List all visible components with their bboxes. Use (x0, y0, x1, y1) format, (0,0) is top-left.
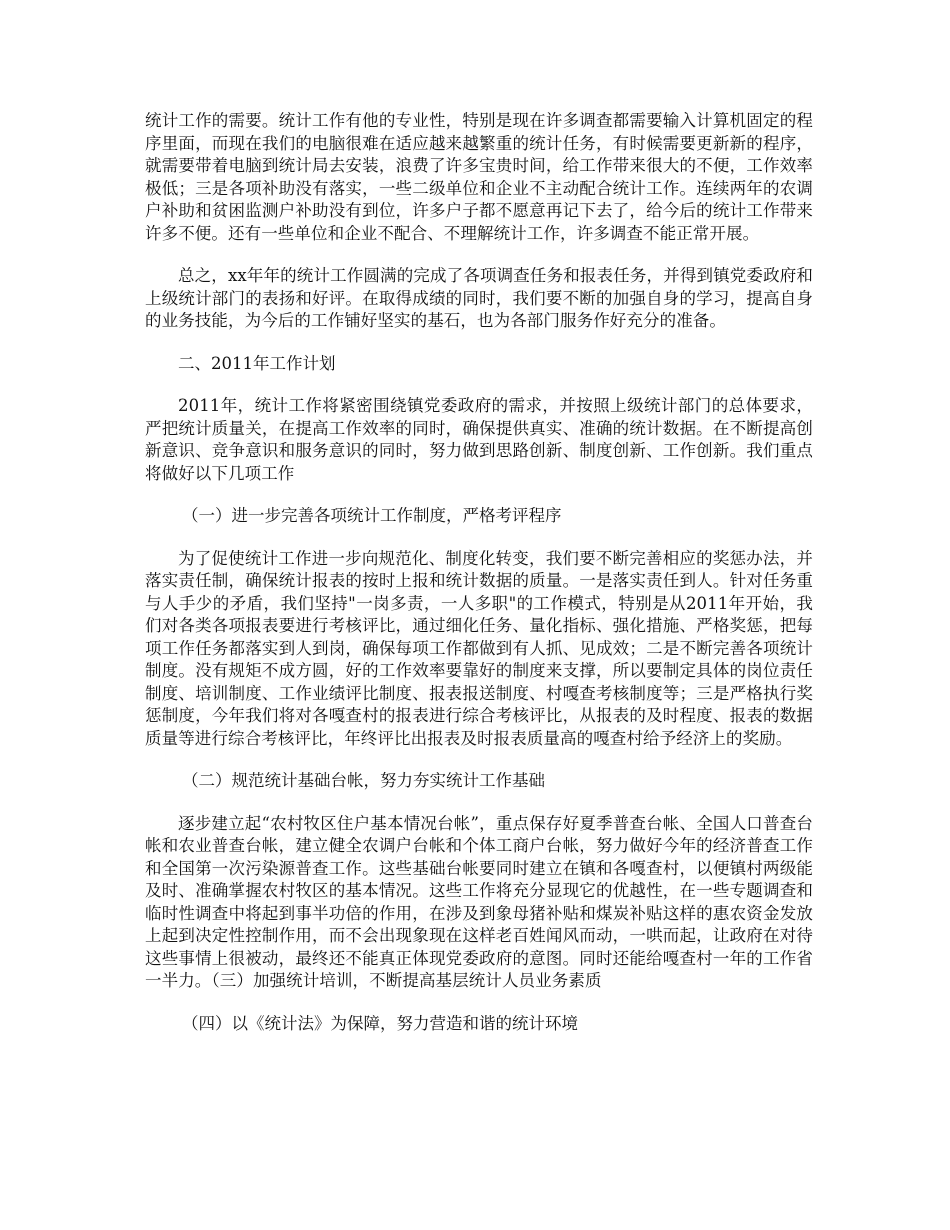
subheading-1: （一）进一步完善各项统计工作制度，严格考评程序 (182, 506, 562, 525)
document-page (145, 110, 813, 1055)
paragraph-2011-overview: 2011年，统计工作将紧密围绕镇党委政府的需求，并按照上级统计部门的总体要求，严把统计质量关，在提高工作效率的同时，确保提供真实、准确的统计数据。在不断提高创新意识、竞争意识和服务意识的同时，努力做到思路创新、制度创新、工作创新。我们重点将做好以下几项工作 (145, 396, 813, 483)
paragraph-ledger-standardization: 逐步建立起“农村牧区住户基本情况台帐”，重点保存好夏季普查台帐、全国人口普查台帐和农业普查台帐，建立健全农调户台帐和个体工商户台帐，努力做好今年的经济普查工作和全国第一次污染源普查工作。这些基础台帐要同时建立在镇和各嘎查村，以便镇村两级能及时、准确掌握农村牧区的基本情况。这些工作将充分显现它的优越性，在一些专题调查和临时性调查中将起到事半功倍的作用，在涉及到象母猪补贴和煤炭补贴这样的惠农资金发放上起到决定性控制作用，而不会出现象现在这样老百姓闻风而动，一哄而起，让政府在对待这些事情上很被动，最终还不能真正体现党委政府的意图。同时还能给嘎查村一年的工作省一半力。（三）加强统计培训，不断提高基层统计人员业务素质 (145, 813, 813, 990)
paragraph-statistics-needs: 统计工作的需要。统计工作有他的专业性，特别是现在许多调查都需要输入计算机固定的程序里面，而现在我们的电脑很难在适应越来越繁重的统计任务，有时候需要更新新的程序，就需要带着电脑到统计局去安装，浪费了许多宝贵时间，给工作带来很大的不便，工作效率极低；三是各项补助没有落实，一些二级单位和企业不主动配合统计工作。连续两年的农调户补助和贫困监测户补助没有到位，许多户子都不愿意再记下去了，给今后的统计工作带来许多不便。还有一些单位和企业不配合、不理解统计工作，许多调查不能正常开展。 (145, 111, 813, 243)
subheading-2: （二）规范统计基础台帐，努力夯实统计工作基础 (182, 771, 545, 790)
paragraph-summary: 总之，xx年年的统计工作圆满的完成了各项调查任务和报表任务，并得到镇党委政府和上级统计部门的表扬和好评。在取得成绩的同时，我们要不断的加强自身的学习，提高自身的业务技能，为今后的工作铺好坚实的基石，也为各部门服务作好充分的准备。 (145, 266, 813, 330)
subheading-4: （四）以《统计法》为保障，努力营造和谐的统计环境 (182, 1013, 578, 1033)
paragraph-system-improvement: 为了促使统计工作进一步向规范化、制度化转变，我们要不断完善相应的奖惩办法，并落实责任制，确保统计报表的按时上报和统计数据的质量。一是落实责任到人。针对任务重与人手少的矛盾，我们坚持"一岗多责，一人多职"的工作模式，特别是从2011年开始，我们对各类各项报表要进行考核评比，通过细化任务、量化指标、强化措施、严格奖惩，把每项工作任务都落实到人到岗，确保每项工作都做到有人抓、见成效；二是不断完善各项统计制度。没有规矩不成方圆，好的工作效率要靠好的制度来支撑，所以要制定具体的岗位责任制度、培训制度、工作业绩评比制度、报表报送制度、村嘎查考核制度等；三是严格执行奖惩制度，今年我们将对各嘎查村的报表进行综合考核评比，从报表的及时程度、报表的数据质量等进行综合考核评比，年终评比出报表及时报表质量高的嘎查村给予经济上的奖励。 (145, 548, 813, 748)
section-heading-2011-plan: 二、2011年工作计划 (178, 353, 336, 373)
